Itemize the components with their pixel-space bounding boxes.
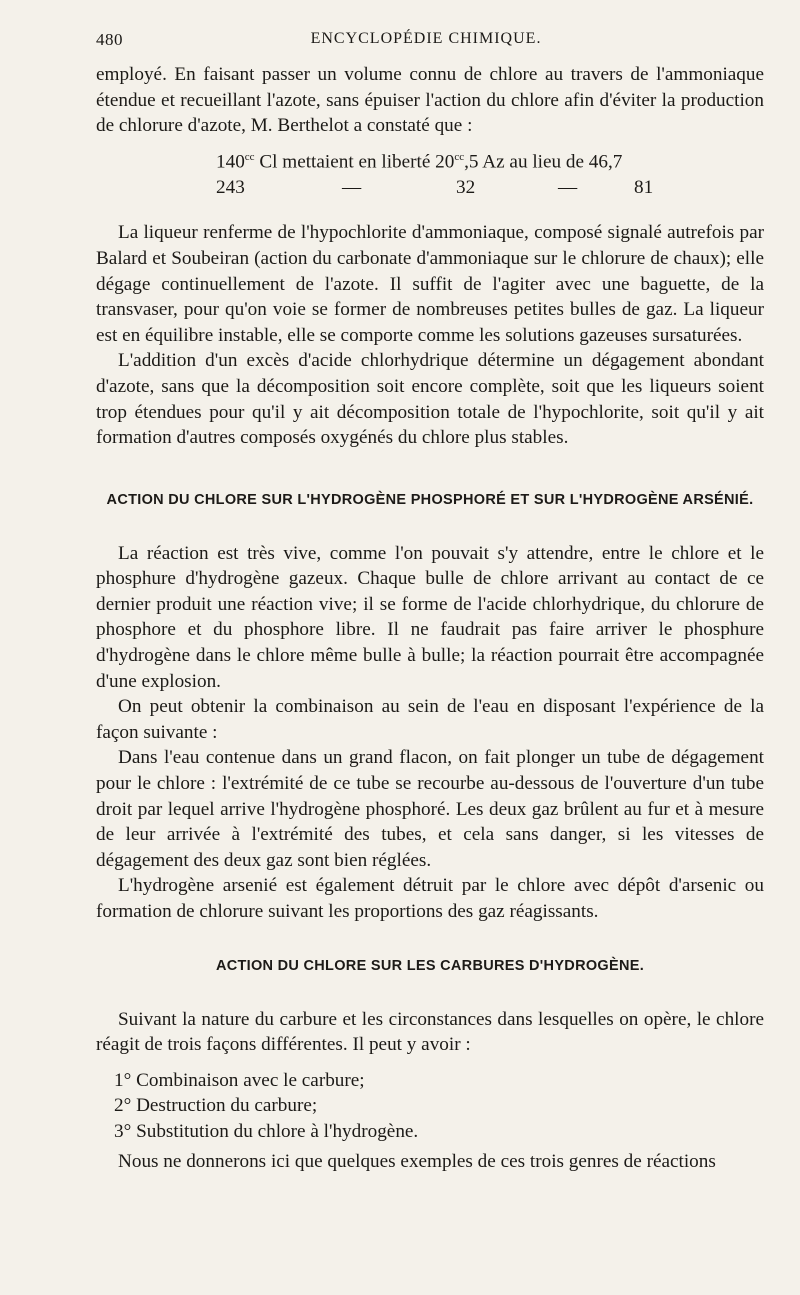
formula-unit-1: cc (244, 150, 255, 163)
formula-text-2: ,5 Az au lieu de 46,7 (464, 151, 623, 173)
list-item: 2° Destruction du carbure; (114, 1095, 318, 1117)
running-title: ENCYCLOPÉDIE CHIMIQUE. (310, 30, 542, 47)
formula-text-1: Cl mettaient en liberté 20 (254, 151, 455, 173)
section-heading-carbures: ACTION DU CHLORE SUR LES CARBURES D'HYDROGÈNE. (215, 957, 645, 974)
paragraph-reaction: La réaction est très vive, comme l'on pouvait s'y attendre, entre le chlore et le phosphure d'hydrogène gazeux. Chaque bulle de chlore arrivant au contact de ce dernier produit une réaction vive; il se forme de l'acide chlorhydrique, du chlorure de phosphore et du phosphore libre. Il ne faudrait pas faire arriver le phosphure d'hydrogène dans le chlore même bulle à bulle; la réaction pourrait être accompagnée d'une explosion. (96, 542, 764, 692)
formula-value-81: 81 (634, 176, 654, 198)
paragraph-liqueur: La liqueur renferme de l'hypochlorite d'ammoniaque, composé signalé autrefois par Balard et Soubeiran (action du carbonate d'ammoniaque sur le chlorure de chaux); elle dégage continuellement de l'azote. Il suffit de l'agiter avec une baguette, de la transvaser, pour qu'on voie se former de nombreuses petites bulles de gaz. La liqueur est en équilibre instable, elle se comporte comme les solutions gazeuses sursaturées. (96, 222, 764, 346)
list-item: 3° Substitution du chlore à l'hydrogène. (114, 1120, 419, 1142)
paragraph-flacon: Dans l'eau contenue dans un grand flacon, on fait plonger un tube de dégagement pour le chlore : l'extrémité de ce tube se recourbe au-dessous de l'ouverture d'un tube droit par lequel arrive l'hydrogène phosphoré. Les deux gaz brûlent au fur et à mesure de leur arrivée à l'extrémité des tubes, et cela sans danger, si les vitesses de dégagement des deux gaz sont bien réglées. (96, 747, 764, 871)
reaction-list (96, 1068, 764, 1145)
formula-value-243: 243 (216, 176, 245, 198)
paragraph-combinaison: On peut obtenir la combinaison au sein de l'eau en disposant l'expérience de la façon suivante : (96, 696, 764, 743)
section-heading-phosphore: ACTION DU CHLORE SUR L'HYDROGÈNE PHOSPHORÉ ET SUR L'HYDROGÈNE ARSÉNIÉ. (106, 491, 754, 508)
formula-row-1 (96, 145, 764, 175)
paragraph-addition: L'addition d'un excès d'acide chlorhydrique détermine un dégagement abondant d'azote, sans que la décomposition soit encore complète, soit que les liqueurs soient trop étendues pour qu'il y ait décomposition totale de l'hypochlorite, soit qu'il y ait formation d'autres composés oxygénés du chlore plus stables. (96, 350, 764, 449)
formula-dash-2: — (558, 176, 578, 198)
formula-block (96, 145, 764, 201)
formula-volume-cl: 140 (216, 151, 245, 173)
formula-dash-1: — (342, 176, 362, 198)
paragraph-arsenie: L'hydrogène arsenié est également détruit par le chlore avec dépôt d'arsenic ou formation de chlorure suivant les proportions des gaz réagissants. (96, 875, 764, 923)
page-header (96, 30, 756, 56)
page-body (96, 62, 764, 1174)
page-number: 480 (96, 30, 123, 49)
paragraph-suivant: Suivant la nature du carbure et les circonstances dans lesquelles on opère, le chlore réagit de trois façons différentes. Il peut y avoir : (96, 1008, 764, 1056)
formula-unit-2: cc (454, 150, 465, 163)
paragraph-final: Nous ne donnerons ici que quelques exemples de ces trois genres de réactions (118, 1150, 716, 1172)
formula-value-32: 32 (456, 176, 476, 198)
paragraph-intro: employé. En faisant passer un volume connu de chlore au travers de l'ammoniaque étendue et recueillant l'azote, sans épuiser l'action du chlore afin d'éviter la production de chlorure d'azote, M. Berthelot a constaté que : (96, 64, 764, 137)
list-item: 1° Combinaison avec le carbure; (114, 1069, 365, 1091)
formula-row-2 (96, 175, 764, 201)
